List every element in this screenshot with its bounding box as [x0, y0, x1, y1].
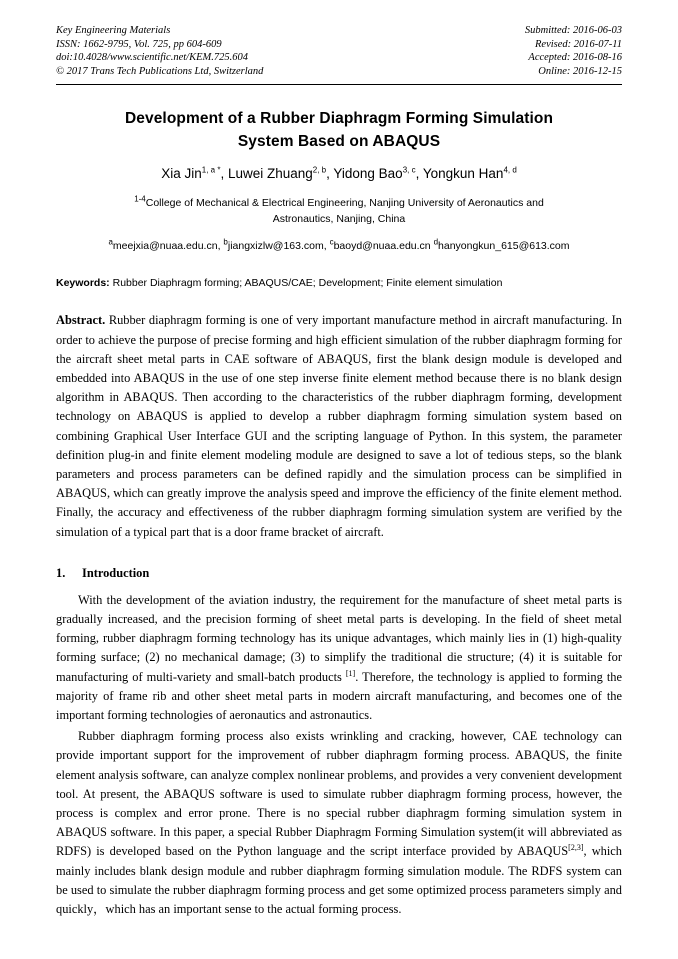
citation-ref-2: [2,3] — [568, 843, 584, 853]
keywords-text: Rubber Diaphragm forming; ABAQUS/CAE; Development; Finite element simulation — [109, 277, 503, 290]
author-list: Xia Jin$^{1, a *}$, Luwei Zhuang$^{2, b}$, Yidong Bao$^{3, c}$, Yongkun Han$^{4, d}$ — [161, 165, 517, 182]
affiliation-marker: 1-4 — [134, 194, 146, 204]
email-marker-c: c — [329, 237, 334, 247]
paragraph-1 — [56, 591, 622, 725]
keywords-label: Keywords: — [56, 277, 110, 290]
author-4 — [423, 166, 517, 181]
author-1-name: Xia Jin — [161, 166, 202, 182]
author-4-marker: 4, d — [503, 165, 517, 175]
journal-header — [56, 24, 622, 78]
date-online: Online: 2016-12-15 — [538, 65, 622, 77]
author-3-marker: 3, c — [402, 165, 416, 175]
email-b: jiangxizlw@163.com, — [227, 240, 327, 253]
title-line-2: System Based on ABAQUS — [237, 133, 441, 151]
email-marker-d: d — [433, 237, 439, 247]
author-3-name: Yidong Bao — [333, 166, 403, 182]
section-title: Introduction — [82, 565, 150, 580]
paragraph-2-part-2: , which mainly includes blank design module and rubber diaphragm forming simulation module. The RDFS system can be used to simulate the rubber diaphragm forming process and get some optimized process parameters simply and quickly，which has an important sense to the actual forming process. — [56, 844, 622, 917]
journal-header-right — [525, 24, 622, 78]
paragraph-1-part-1: With the development of the aviation industry, the requirement for the manufacture of sheet metal parts is gradually increased, and the precision forming of sheet metal parts is developing. In the field of sheet metal forming, rubber diaphragm forming technology has its unique advantages, which mainly lies in (1) high-quality forming surface; (2) no mechanical damage; (3) to simplify the traditional die structure; (4) it is suitable for manufacturing of multi-variety and small-batch products — [56, 592, 622, 684]
date-accepted: Accepted: 2016-08-16 — [528, 52, 622, 64]
journal-issn-volume: ISSN: 1662-9795, Vol. 725, pp 604-609 — [56, 38, 222, 50]
page-title — [56, 107, 622, 153]
journal-doi: doi:10.4028/www.scientific.net/KEM.725.604 — [56, 52, 248, 64]
journal-name: Key Engineering Materials — [56, 25, 171, 36]
date-revised: Revised: 2016-07-11 — [535, 38, 622, 50]
title-line-1: Development of a Rubber Diaphragm Forming Simulation — [124, 110, 554, 128]
affiliation — [70, 195, 608, 227]
paragraph-2 — [56, 727, 622, 919]
abstract-text: Rubber diaphragm forming is one of very important manufacture method in aircraft manufacturing. In order to achieve the purpose of precise forming and high efficient simulation of the rubber diaphragm forming for the aircraft sheet metal parts in CAE software of ABAQUS, first the blank design module is developed and embedded into ABAQUS in the use of one step inverse finite element method because there is no blank design algorithm in ABAQUS. Then according to the characteristics of the rubber diaphragm forming, development technology on ABAQUS is applied to develop a rubber diaphragm forming simulation system based on combining Graphical User Interface GUI and the scripting language of Python. In this system, the parameter definition plug-in and finite element modeling module are designed to save a lot of tedious steps, so the blank parameters and process parameters can be defined rapidly and the simulation process can be simplified in ABAQUS, which can greatly improve the analysis speed and improve the efficiency of the finite element method. Finally, the accuracy and effectiveness of the rubber diaphragm forming simulation system are verified by the simulation of a typical part that is a door frame bracket of aircraft. — [56, 313, 622, 539]
email-c: baoyd@nuaa.edu.cn — [333, 240, 431, 253]
author-2-name: Luwei Zhuang — [227, 166, 313, 182]
email-d: hanyongkun_615@613.com — [438, 240, 570, 253]
abstract — [56, 311, 622, 541]
email-a: meejxia@nuaa.edu.cn, — [112, 240, 221, 253]
author-1 — [161, 166, 220, 181]
email-marker-b: b — [223, 237, 228, 247]
journal-copyright: © 2017 Trans Tech Publications Ltd, Switzerland — [56, 65, 264, 77]
author-1-marker: 1, a * — [201, 165, 221, 175]
paragraph-1-part-2: . Therefore, the technology is applied to forming the majority of frame rib and other sheet metal parts in modern aircraft manufacturing, and becomes one of the important forming technologies of aeronautics and astronautics. — [56, 669, 622, 723]
author-emails — [56, 239, 622, 254]
date-submitted: Submitted: 2016-06-03 — [524, 25, 622, 36]
journal-header-left — [56, 24, 263, 78]
author-2-marker: 2, b — [312, 165, 327, 175]
keywords-line — [56, 276, 622, 291]
author-3 — [333, 166, 415, 181]
section-heading-introduction — [56, 566, 622, 581]
email-marker-a: a — [108, 237, 113, 247]
author-2 — [228, 166, 326, 181]
section-number: 1. — [56, 565, 66, 580]
affiliation-line-2: Astronautics, Nanjing, China — [272, 213, 406, 226]
citation-ref-1: [1] — [345, 668, 356, 678]
author-4-name: Yongkun Han — [422, 166, 504, 182]
affiliation-line-1: College of Mechanical & Electrical Engineering, Nanjing University of Aeronautics and — [145, 197, 544, 210]
header-divider — [56, 84, 622, 85]
abstract-label: Abstract. — [56, 313, 106, 328]
paragraph-2-part-1: Rubber diaphragm forming process also exists wrinkling and cracking, however, CAE technology can provide important support for the improvement of rubber diaphragm forming process. ABAQUS, the finite element analysis software, can analyze complex nonlinear problems, and provides a very convenient development tool. At present, the ABAQUS software is used to simulate rubber diaphragm forming process, however, the process is complex and error prone. There is no special rubber diaphragm forming simulation system in ABAQUS software. In this paper, a special Rubber Diaphragm Forming Simulation system(it will abbreviated as RDFS) is developed based on the Python language and the script interface provided by ABAQUS — [56, 729, 622, 859]
